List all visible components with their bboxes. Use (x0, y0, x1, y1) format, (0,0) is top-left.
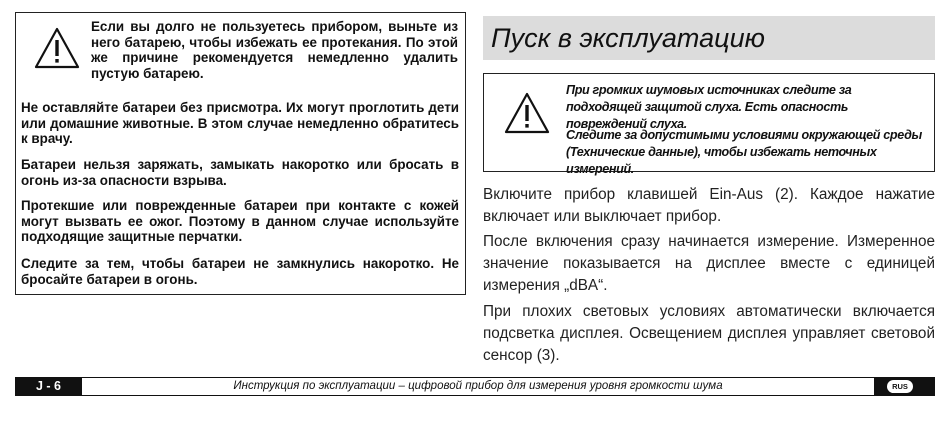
page-footer (15, 377, 935, 396)
body-paragraph: При плохих световых условиях автоматически включается подсветка дисплея. Освещением дисплея управляет световой сенсор (3). (483, 303, 935, 364)
hearing-warning-text: При громких шумовых источниках следите за подходящей защитой слуха. Есть опасность повреждений слуха. (566, 83, 852, 131)
hearing-warning-box (483, 73, 935, 176)
battery-paragraph: Не оставляйте батареи без присмотра. Их могут проглотить дети или домашние животные. В этом случае немедленно обратитесь к врачу. (21, 100, 459, 146)
body-paragraph: После включения сразу начинается измерение. Измеренное значение показывается на дисплее вместе с единицей измерения „dBA“. (483, 233, 935, 294)
battery-paragraph: Следите за тем, чтобы батареи не замкнулись накоротко. Не бросайте батареи в огонь. (21, 256, 459, 287)
section-title: Пуск в эксплуатацию (483, 16, 935, 60)
warning-triangle-icon (34, 27, 80, 69)
battery-warning-box (15, 12, 466, 295)
body-paragraph: Включите прибор клавишей Ein-Aus (2). Каждое нажатие включает или выключает прибор. (483, 186, 935, 225)
page-number: J - 6 (35, 379, 61, 393)
warning-triangle-icon (504, 92, 550, 134)
battery-paragraph: Протекшие или поврежденные батареи при контакте с кожей могут вызвать ее ожог. Поэтому в данном случае используйте подходящие защитные перчатки. (21, 198, 459, 244)
battery-intro-text: Если вы долго не пользуетесь прибором, выньте из него батарею, чтобы избежать ее протекания. По этой же причине рекомендуется немедленно удалить пустую батарею. (91, 19, 458, 81)
language-badge: RUS (887, 380, 913, 393)
footer-title: Инструкция по эксплуатации – цифровой прибор для измерения уровня громкости шума (82, 378, 874, 395)
environment-warning-text: Следите за допустимыми условиями окружающей среды (Технические данные), чтобы избежать неточных измерений. (566, 128, 922, 176)
battery-paragraph: Батареи нельзя заряжать, замыкать накоротко или бросать в огонь из-за опасности взрыва. (21, 157, 459, 188)
